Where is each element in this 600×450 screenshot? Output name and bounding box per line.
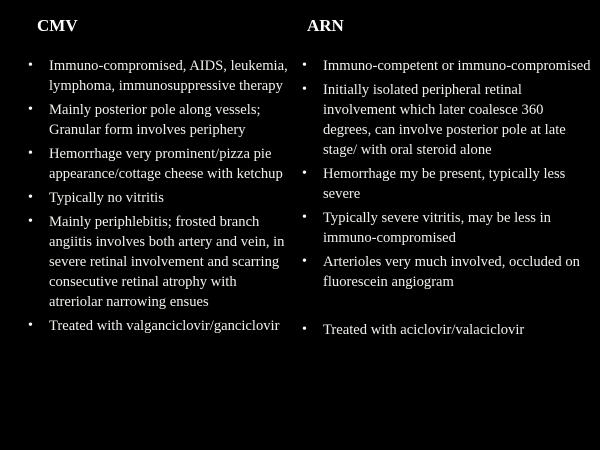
list-item-text: Treated with valganciclovir/ganciclovir xyxy=(49,318,280,334)
bullet-icon: • xyxy=(302,210,307,225)
bullet-icon: • xyxy=(302,58,307,73)
bullet-icon: • xyxy=(302,254,307,269)
bullet-icon: • xyxy=(302,82,307,97)
list-item xyxy=(28,56,290,96)
list-item-text: Initially isolated peripheral retinal involvement which later coalesce 360 degrees, can involve posterior pole at late stage/ with oral steroid alone xyxy=(323,82,566,158)
list-item-text: Mainly periphlebitis; frosted branch angiitis involves both artery and vein, in severe retinal involvement and scarring consecutive retinal atrophy with atreriolar narrowing ensues xyxy=(49,214,285,310)
list-item-text: Typically no vitritis xyxy=(49,190,164,206)
list-item xyxy=(28,212,290,312)
list-item xyxy=(28,188,290,208)
arn-heading: ARN xyxy=(307,16,344,35)
bullet-icon: • xyxy=(302,322,307,337)
list-item-text: Hemorrhage very prominent/pizza pie appearance/cottage cheese with ketchup xyxy=(49,146,283,182)
blank-line xyxy=(302,296,592,316)
bullet-icon: • xyxy=(302,166,307,181)
list-item-text: Immuno-compromised, AIDS, leukemia, lymphoma, immunosuppressive therapy xyxy=(49,58,288,94)
bullet-icon: • xyxy=(28,190,33,205)
list-item-text: Mainly posterior pole along vessels; Granular form involves periphery xyxy=(49,102,261,138)
bullet-icon: • xyxy=(28,146,33,161)
list-item xyxy=(28,100,290,140)
list-item xyxy=(302,80,592,160)
list-item xyxy=(28,144,290,184)
list-item-text: Hemorrhage my be present, typically less severe xyxy=(323,166,566,202)
cmv-heading: CMV xyxy=(37,16,78,35)
bullet-icon: • xyxy=(28,102,33,117)
cmv-list xyxy=(28,56,290,340)
list-item xyxy=(302,56,592,76)
list-item-text: Typically severe vitritis, may be less in immuno-compromised xyxy=(323,210,551,246)
list-item-text: Immuno-competent or immuno-compromised xyxy=(323,58,591,74)
list-item xyxy=(28,316,290,336)
list-item xyxy=(302,252,592,292)
bullet-icon: • xyxy=(28,214,33,229)
bullet-icon: • xyxy=(28,58,33,73)
list-item xyxy=(302,208,592,248)
arn-list xyxy=(302,56,592,344)
list-item xyxy=(302,164,592,204)
list-item-text: Arterioles very much involved, occluded on fluorescein angiogram xyxy=(323,254,580,290)
list-item xyxy=(302,320,592,340)
list-item-text: Treated with aciclovir/valaciclovir xyxy=(323,322,525,338)
bullet-icon: • xyxy=(28,318,33,333)
